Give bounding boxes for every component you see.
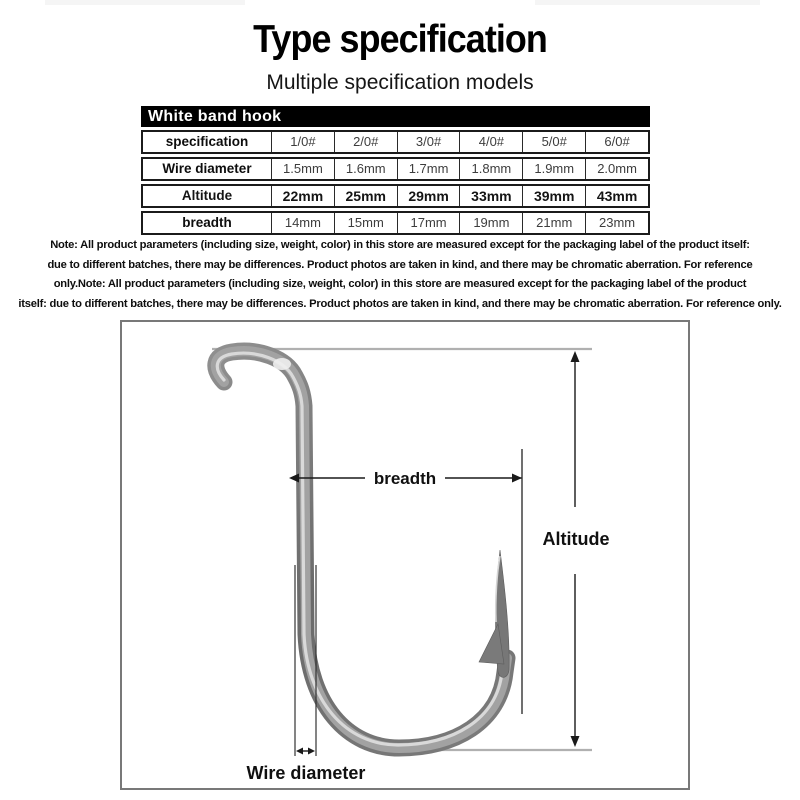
note-line: itself: due to different batches, there may be differences. Product photos are taken in kind, and there may be chromatic aberration. For reference only. [18,297,782,310]
row-label: breadth [182,215,232,230]
hook-wire-body [216,351,507,748]
fishhook-illustration [216,351,509,748]
table-cell: 23mm [585,213,648,233]
table-cell: 43mm [585,186,648,206]
wire-diameter-arrowhead-left [296,748,303,755]
altitude-dimension [571,351,580,747]
altitude-arrowhead-up [571,351,580,362]
page-title: Type specification [253,18,547,61]
table-body [141,130,650,235]
table-cell: 22mm [271,186,334,206]
breadth-arrowhead-left [289,474,299,483]
table-cell: 33mm [459,186,522,206]
table-cell: 6/0# [585,132,648,152]
table-title-bar: White band hook [141,106,650,127]
table-cell: 29mm [397,186,460,206]
table-cell: 1.9mm [522,159,585,179]
note-line: Note: All product parameters (including size, weight, color) in this store are measured except for the packaging label of the product itself: [50,239,750,251]
table-cell: 1.6mm [334,159,397,179]
table-row [141,130,650,154]
table-cell: 15mm [334,213,397,233]
top-right-artifact-bar [535,0,760,5]
note-text [0,236,800,314]
table-row [141,184,650,208]
hook-diagram [122,322,688,788]
table-row [141,157,650,181]
table-cell: 14mm [271,213,334,233]
row-label: Wire diameter [162,161,252,176]
wire-diameter-arrowhead-right [308,748,315,755]
table-cell: 2/0# [334,132,397,152]
table-cell: 19mm [459,213,522,233]
row-label: Altitude [181,188,233,203]
table-cell: 17mm [397,213,460,233]
table-cell: 1.8mm [459,159,522,179]
eye-glint [273,358,291,370]
table-cell: 1.5mm [271,159,334,179]
top-left-artifact-bar [45,0,245,5]
altitude-label: Altitude [542,529,610,549]
table-cell: 25mm [334,186,397,206]
wire-diameter-label: Wire diameter [246,763,366,783]
page-subtitle: Multiple specification models [266,71,534,94]
hook-wire-highlight [217,353,502,745]
table-cell: 4/0# [459,132,522,152]
note-line: due to different batches, there may be differences. Product photos are taken in kind, and there may be chromatic aberration. For reference [47,258,753,271]
table-cell: 21mm [522,213,585,233]
table-cell: 1.7mm [397,159,460,179]
row-label: specification [165,134,249,149]
table-cell: 1/0# [271,132,334,152]
breadth-arrowhead-right [512,474,522,483]
table-cell: 39mm [522,186,585,206]
altitude-arrowhead-down [571,736,580,747]
note-line: only.Note: All product parameters (including size, weight, color) in this store are measured except for the packaging label of the product [53,278,747,290]
spec-table [141,106,650,235]
hook-wire-shading [216,351,507,748]
breadth-label: breadth [373,469,437,488]
table-cell: 2.0mm [585,159,648,179]
table-cell: 5/0# [522,132,585,152]
table-cell: 3/0# [397,132,460,152]
hook-diagram-box [120,320,690,790]
table-row [141,211,650,235]
